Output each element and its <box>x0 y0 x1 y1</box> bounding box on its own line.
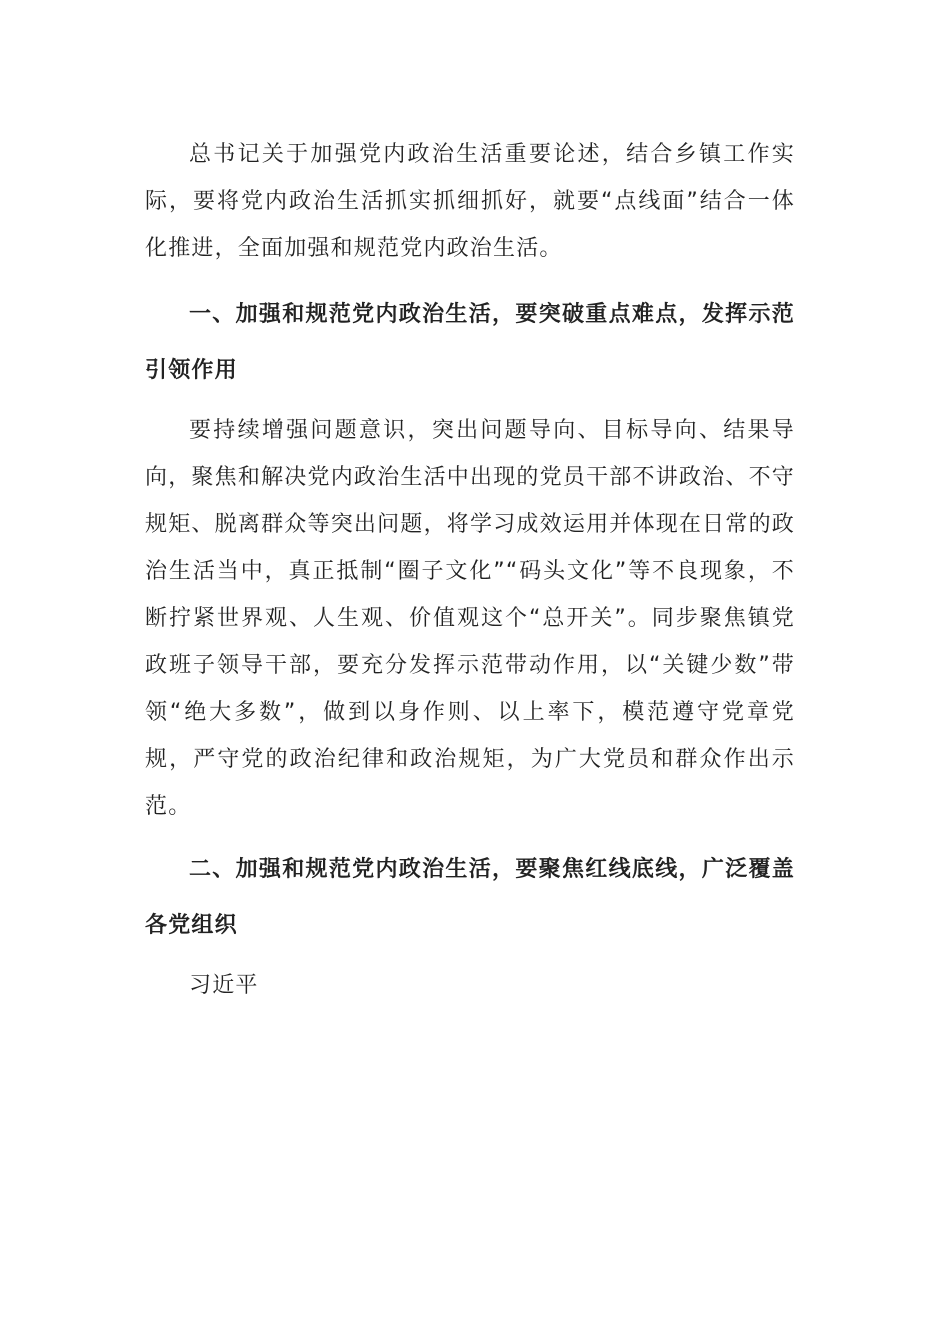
intro-paragraph: 总书记关于加强党内政治生活重要论述，结合乡镇工作实际，要将党内政治生活抓实抓细抓好，就要“点线面”结合一体化推进，全面加强和规范党内政治生活。 <box>145 142 795 261</box>
section-2-paragraph: 习近平 <box>189 973 259 998</box>
section-1-paragraph: 要持续增强问题意识，突出问题导向、目标导向、结果导向，聚焦和解决党内政治生活中出现的党员干部不讲政治、不守规矩、脱离群众等突出问题，将学习成效运用并体现在日常的政治生活当中，真正抵制“圈子文化”“码头文化”等不良现象，不断拧紧世界观、人生观、价值观这个“总开关”。同步聚焦镇党政班子领导干部，要充分发挥示范带动作用，以“关键少数”带领“绝大多数”，做到以身作则、以上率下，模范遵守党章党规，严守党的政治纪律和政治规矩，为广大党员和群众作出示范。 <box>145 418 795 819</box>
document-body <box>145 131 795 1009</box>
section-1-heading: 一、加强和规范党内政治生活，要突破重点难点，发挥示范引领作用 <box>145 302 795 383</box>
section-2-heading: 二、加强和规范党内政治生活，要聚焦红线底线，广泛覆盖各党组织 <box>145 857 795 938</box>
